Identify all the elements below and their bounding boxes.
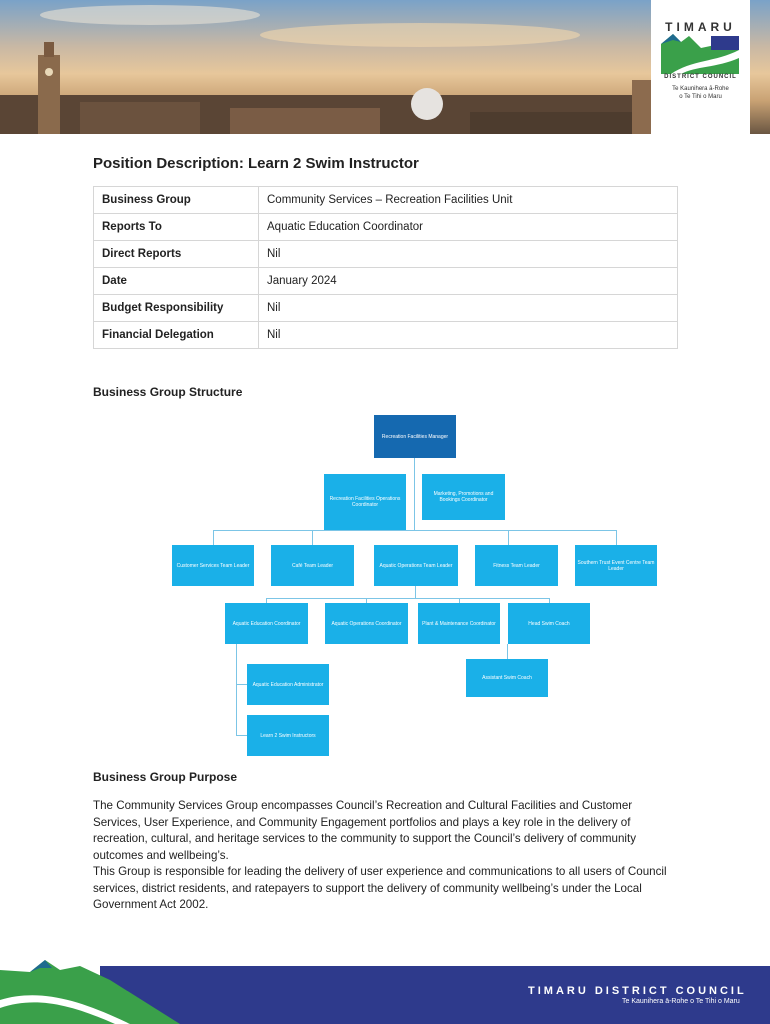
table-row <box>94 187 678 214</box>
header-banner <box>0 0 770 134</box>
row-value: January 2024 <box>259 268 678 295</box>
row-value: Community Services – Recreation Facilities Unit <box>259 187 678 214</box>
org-box-admin: Aquatic Education Administrator <box>247 664 329 705</box>
logo-maori: Te Kaunihera ā-Rohe o Te Tihi o Maru <box>672 86 729 100</box>
row-label: Financial Delegation <box>94 322 259 349</box>
org-box-fitness: Fitness Team Leader <box>475 545 558 586</box>
connector <box>236 644 237 736</box>
org-box-aquatic-ops-team: Aquatic Operations Team Leader <box>374 545 458 586</box>
connector <box>312 530 313 545</box>
org-box-manager: Recreation Facilities Manager <box>374 415 456 458</box>
org-box-cafe: Café Team Leader <box>271 545 354 586</box>
row-label: Direct Reports <box>94 241 259 268</box>
footer-subtitle: Te Kaunihera ā-Rohe o Te Tihi o Maru <box>622 998 740 1005</box>
row-value: Nil <box>259 241 678 268</box>
org-box-customer-services: Customer Services Team Leader <box>172 545 254 586</box>
connector <box>616 530 617 545</box>
footer-title: TIMARU DISTRICT COUNCIL <box>528 985 747 997</box>
row-label: Reports To <box>94 214 259 241</box>
connector <box>266 598 550 599</box>
purpose-text <box>93 798 673 914</box>
council-logo <box>651 0 750 134</box>
table-row <box>94 214 678 241</box>
connector <box>414 458 415 530</box>
row-label: Budget Responsibility <box>94 295 259 322</box>
org-box-southern: Southern Trust Event Centre Team Leader <box>575 545 657 586</box>
org-box-aquatic-education: Aquatic Education Coordinator <box>225 603 308 644</box>
org-box-aquatic-operations: Aquatic Operations Coordinator <box>325 603 408 644</box>
logo-subtitle: DISTRICT COUNCIL <box>664 74 737 80</box>
connector <box>507 644 508 659</box>
connector <box>213 530 617 531</box>
row-value: Nil <box>259 322 678 349</box>
connector <box>236 684 247 685</box>
connector <box>236 735 247 736</box>
purpose-paragraph: The Community Services Group encompasses Council’s Recreation and Cultural Facilities and Customer Services, User Experience, and Community Engagement portfolios and plays a key role in the delivery of recreation, cultural, and heritage services to the community to support the Council’s delivery of community outcomes and wellbeing’s. <box>93 799 637 862</box>
logo-title: TIMARU <box>665 20 736 34</box>
position-info-table <box>93 186 678 349</box>
table-row <box>94 241 678 268</box>
connector <box>415 586 416 598</box>
org-box-l2s-instructors: Learn 2 Swim Instructors <box>247 715 329 756</box>
table-row <box>94 295 678 322</box>
table-row <box>94 322 678 349</box>
purpose-paragraph: This Group is responsible for leading the delivery of user experience and communications to all users of Council services, district residents, and ratepayers to support the delivery of community wellbeing’s under the Local Government Act 2002. <box>93 865 667 911</box>
table-row <box>94 268 678 295</box>
org-box-ops-coordinator: Recreation Facilities Operations Coordinator <box>324 474 406 530</box>
org-box-plant: Plant & Maintenance Coordinator <box>418 603 500 644</box>
mountain-river-icon <box>661 30 739 74</box>
org-box-head-coach: Head Swim Coach <box>508 603 590 644</box>
purpose-heading: Business Group Purpose <box>93 770 238 784</box>
structure-heading: Business Group Structure <box>93 385 243 399</box>
row-label: Business Group <box>94 187 259 214</box>
org-box-marketing: Marketing, Promotions and Bookings Coordinator <box>422 474 505 520</box>
row-value: Aquatic Education Coordinator <box>259 214 678 241</box>
row-label: Date <box>94 268 259 295</box>
connector <box>508 530 509 545</box>
row-value: Nil <box>259 295 678 322</box>
connector <box>213 530 214 545</box>
org-box-assistant-coach: Assistant Swim Coach <box>466 659 548 697</box>
page-title: Position Description: Learn 2 Swim Instructor <box>93 155 419 172</box>
